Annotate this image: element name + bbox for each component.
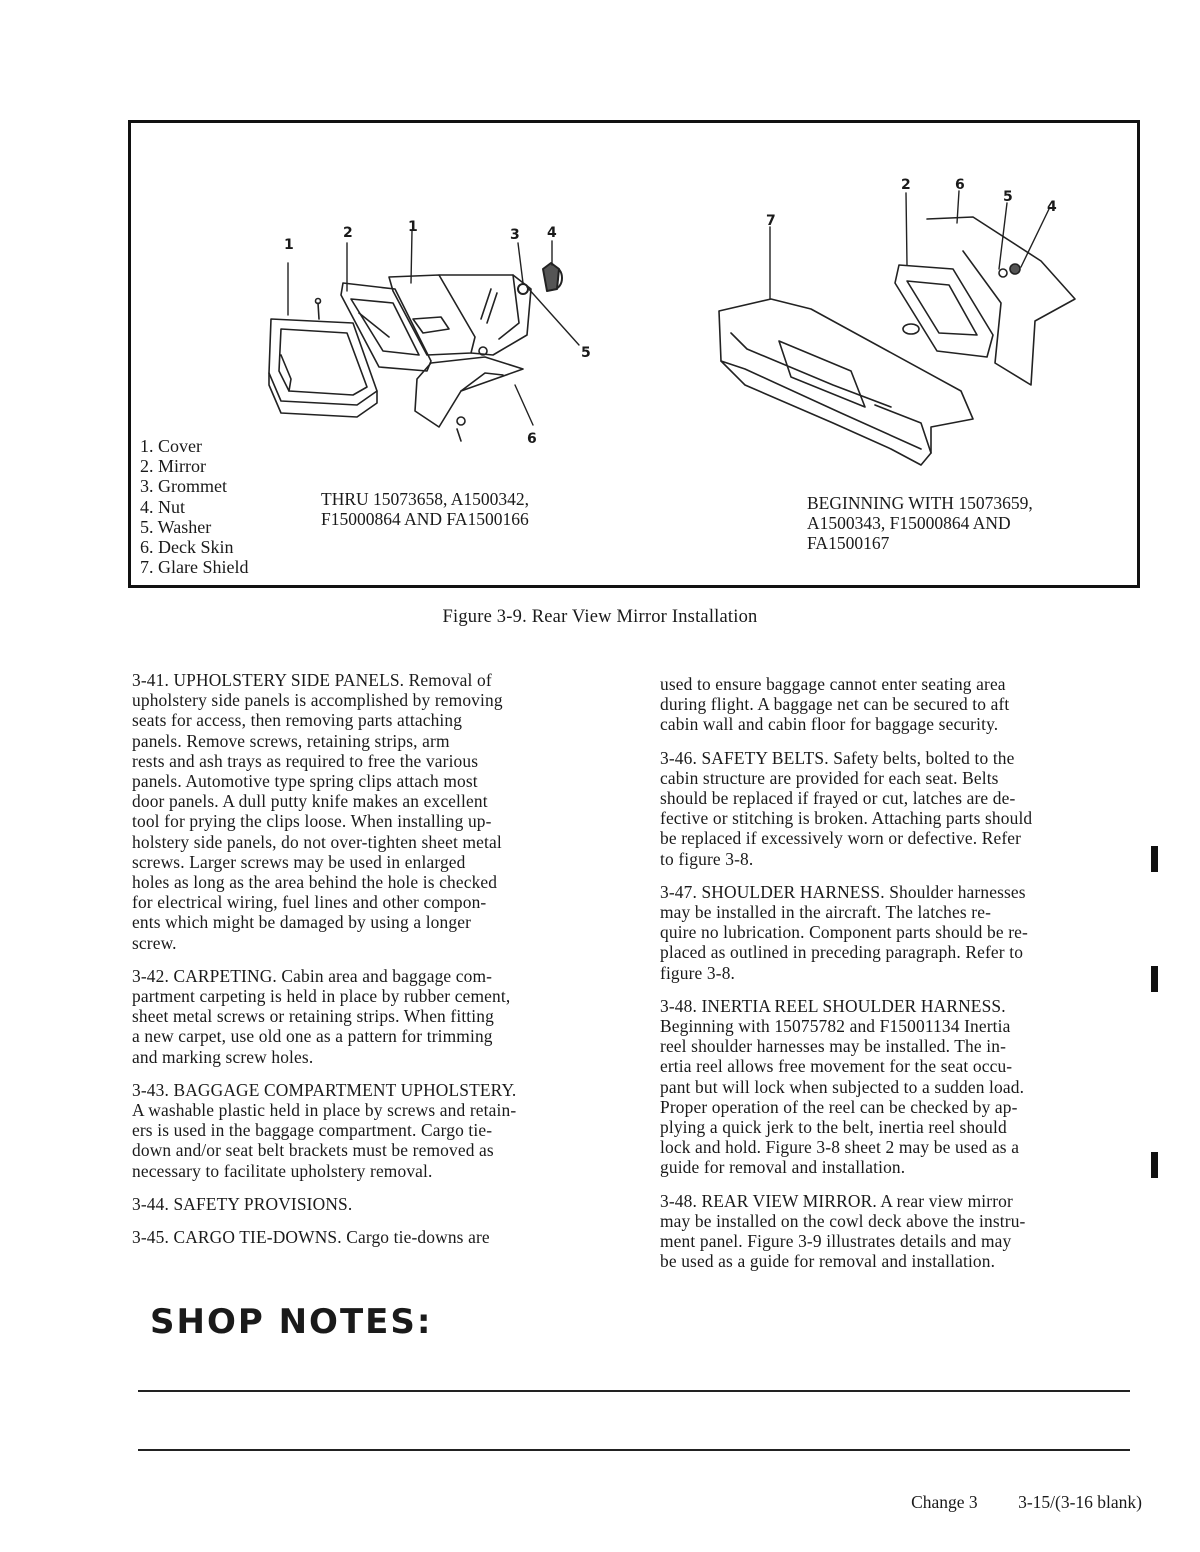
callout-left-5: 5 — [581, 345, 591, 361]
left-view-caption-line: THRU 15073658, A1500342, — [321, 489, 530, 509]
text-line: screw. — [132, 932, 177, 953]
callout-right-7: 7 — [766, 213, 776, 229]
text-line: and marking screw holes. — [132, 1046, 314, 1067]
text-line: 3-48. REAR VIEW MIRROR. A rear view mirror — [660, 1190, 1013, 1211]
text-line: be used as a guide for removal and installation. — [660, 1251, 996, 1272]
legend-item: 6. Deck Skin — [140, 537, 234, 558]
paragraph — [132, 1080, 622, 1181]
left-view-caption-line: F15000864 AND FA1500166 — [321, 509, 529, 529]
paragraph — [132, 670, 622, 953]
change-bar — [1151, 966, 1158, 992]
change-bar — [1151, 846, 1158, 872]
shop-notes-heading: SHOP NOTES: — [150, 1302, 433, 1342]
text-line: guide for removal and installation. — [660, 1157, 906, 1178]
callout-left-6: 6 — [527, 431, 537, 447]
text-line: may be installed in the aircraft. The latches re- — [660, 902, 992, 923]
text-line: reel shoulder harnesses may be installed. The in- — [660, 1036, 1007, 1057]
text-line: upholstery side panels is accomplished by removing — [132, 690, 503, 711]
text-line: lock and hold. Figure 3-8 sheet 2 may be used as a — [660, 1137, 1020, 1158]
text-line: plying a quick jerk to the belt, inertia reel should — [660, 1117, 1007, 1138]
text-line: ents which might be damaged by using a longer — [132, 912, 472, 933]
paragraph — [660, 1191, 1150, 1272]
text-line: ers is used in the baggage compartment. Cargo tie- — [132, 1120, 493, 1141]
figure-legend — [140, 436, 248, 577]
text-line: quire no lubrication. Component parts should be re- — [660, 922, 1028, 943]
text-line: 3-44. SAFETY PROVISIONS. — [132, 1193, 353, 1214]
callout-left-3: 3 — [510, 227, 520, 243]
text-line: should be replaced if frayed or cut, latches are de- — [660, 788, 1016, 809]
bracket-part — [389, 275, 531, 355]
legend-item: 2. Mirror — [140, 456, 206, 477]
text-line: 3-45. CARGO TIE-DOWNS. Cargo tie-downs are — [132, 1227, 490, 1248]
text-line: Proper operation of the reel can be checked by ap- — [660, 1096, 1018, 1117]
paragraph — [132, 966, 622, 1067]
paragraph — [660, 996, 1150, 1178]
page-footer — [875, 1492, 1142, 1513]
figure-caption: Figure 3-9. Rear View Mirror Installation — [442, 607, 758, 627]
text-line: a new carpet, use old one as a pattern for trimming — [132, 1026, 493, 1047]
right-callout-leaders — [770, 191, 1049, 299]
text-line: holstery side panels, do not over-tighten sheet metal — [132, 831, 502, 852]
notes-rule — [138, 1390, 1130, 1392]
text-line: for electrical wiring, fuel lines and other compon- — [132, 892, 487, 913]
paragraph — [660, 748, 1150, 869]
text-line: necessary to facilitate upholstery removal. — [132, 1160, 433, 1181]
grommet-nut-part — [518, 263, 562, 294]
callout-right-2: 2 — [901, 177, 911, 193]
right-view-caption-line: FA1500167 — [807, 533, 890, 553]
page-number: 3-15/(3-16 blank) — [1018, 1492, 1142, 1512]
text-line: used to ensure baggage cannot enter seating area — [660, 674, 1006, 694]
text-line: door panels. A dull putty knife makes an excellent — [132, 791, 488, 812]
text-line: 3-47. SHOULDER HARNESS. Shoulder harnesses — [660, 881, 1026, 902]
text-line: panels. Automotive type spring clips attach most — [132, 771, 478, 792]
text-line: figure 3-8. — [660, 962, 736, 983]
right-mirror-part — [895, 217, 1075, 385]
legend-item: 3. Grommet — [140, 476, 227, 497]
text-line: 3-42. CARPETING. Cabin area and baggage com- — [132, 965, 493, 986]
callout-left-1a: 1 — [284, 237, 294, 253]
callout-right-5: 5 — [1003, 189, 1013, 205]
text-line: 3-48. INERTIA REEL SHOULDER HARNESS. — [660, 995, 1006, 1016]
left-text-column — [132, 670, 622, 1260]
change-number: Change 3 — [911, 1492, 978, 1512]
text-line: during flight. A baggage net can be secured to aft — [660, 694, 1010, 715]
callout-right-6: 6 — [955, 177, 965, 193]
right-view-caption-line: A1500343, F15000864 AND — [807, 513, 1011, 533]
right-text-column — [660, 674, 1150, 1284]
text-line: A washable plastic held in place by screws and retain- — [132, 1100, 517, 1121]
text-line: Beginning with 15075782 and F15001134 Inertia — [660, 1016, 1011, 1037]
paragraph — [660, 674, 1150, 735]
text-line: cabin structure are provided for each seat. Belts — [660, 767, 999, 788]
callout-right-4: 4 — [1047, 199, 1057, 215]
callout-left-1b: 1 — [408, 219, 418, 235]
text-line: cabin wall and cabin floor for baggage security. — [660, 714, 999, 735]
text-line: ertia reel allows free movement for the seat occu- — [660, 1056, 1013, 1077]
figure-3-9 — [128, 120, 1140, 588]
text-line: placed as outlined in preceding paragraph. Refer to — [660, 942, 1024, 963]
text-line: fective or stitching is broken. Attaching parts should — [660, 808, 1033, 829]
paragraph — [660, 882, 1150, 983]
change-bar — [1151, 1152, 1158, 1178]
text-line: pant but will lock when subjected to a sudden load. — [660, 1076, 1025, 1097]
text-line: be replaced if excessively worn or defective. Refer — [660, 828, 1022, 849]
left-view-caption — [321, 489, 529, 529]
callout-left-2: 2 — [343, 225, 353, 241]
right-view-caption — [807, 493, 1033, 553]
text-line: seats for access, then removing parts attaching — [132, 710, 463, 731]
text-line: 3-46. SAFETY BELTS. Safety belts, bolted to the — [660, 747, 1015, 768]
paragraph — [132, 1194, 622, 1214]
paragraph — [132, 1227, 622, 1247]
text-line: rests and ash trays as required to free the various — [132, 750, 479, 771]
legend-item: 5. Washer — [140, 516, 212, 537]
callout-left-4: 4 — [547, 225, 557, 241]
text-line: down and/or seat belt brackets must be removed as — [132, 1140, 494, 1161]
text-line: tool for prying the clips loose. When installing up- — [132, 811, 492, 832]
text-line: screws. Larger screws may be used in enlarged — [132, 851, 466, 872]
legend-item: 1. Cover — [140, 436, 202, 456]
text-line: may be installed on the cowl deck above the instru- — [660, 1210, 1026, 1231]
legend-item: 4. Nut — [140, 496, 185, 517]
text-line: to figure 3-8. — [660, 848, 754, 869]
text-line: ment panel. Figure 3-9 illustrates details and may — [660, 1231, 1012, 1252]
notes-rule — [138, 1449, 1130, 1451]
left-callout-leaders — [288, 231, 579, 425]
text-line: holes as long as the area behind the hole is checked — [132, 872, 498, 893]
text-line: 3-43. BAGGAGE COMPARTMENT UPHOLSTERY. — [132, 1079, 517, 1100]
legend-item: 7. Glare Shield — [140, 557, 249, 578]
glare-shield-part — [719, 299, 973, 465]
text-line: 3-41. UPHOLSTERY SIDE PANELS. Removal of — [132, 670, 492, 690]
text-line: panels. Remove screws, retaining strips, arm — [132, 730, 450, 751]
text-line: partment carpeting is held in place by rubber cement, — [132, 986, 511, 1007]
right-view-caption-line: BEGINNING WITH 15073659, — [807, 493, 1033, 513]
text-line: sheet metal screws or retaining strips. When fitting — [132, 1006, 494, 1027]
